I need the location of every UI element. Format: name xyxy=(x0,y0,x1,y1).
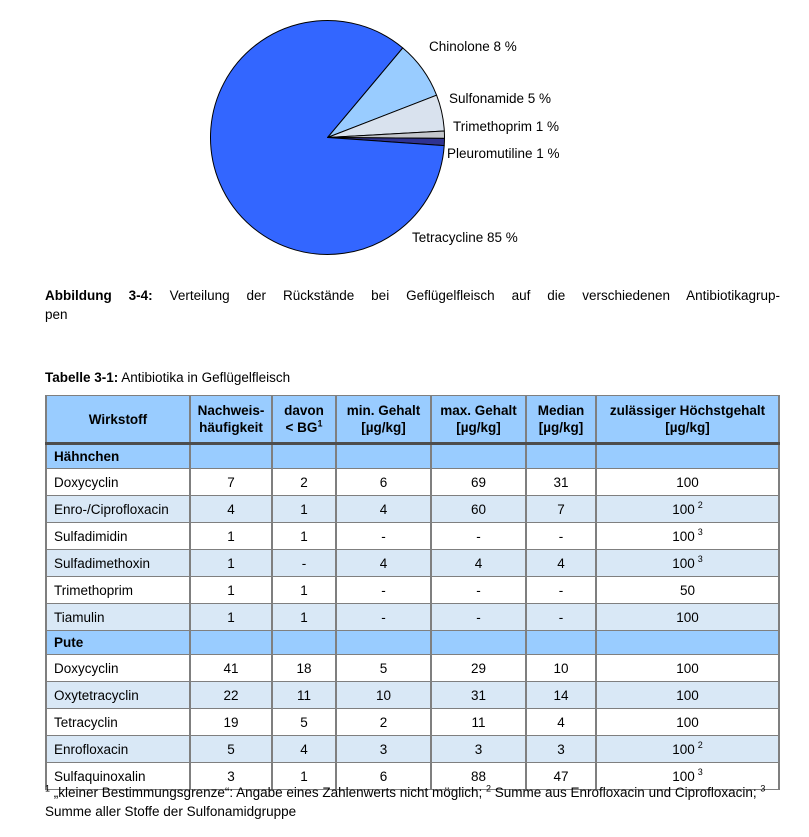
value-cell: 3 xyxy=(526,736,596,763)
value-cell: 5 xyxy=(272,709,336,736)
figure-caption-label: Abbildung 3-4: xyxy=(45,288,153,303)
substance-cell: Tetracyclin xyxy=(46,709,190,736)
empty-cell xyxy=(526,444,596,469)
value-cell: 4 xyxy=(272,736,336,763)
value-cell: 22 xyxy=(190,682,272,709)
antibiotics-table xyxy=(45,395,780,790)
value-cell: 6 xyxy=(336,763,431,790)
value-cell: 5 xyxy=(336,655,431,682)
value-cell: 1 xyxy=(272,604,336,631)
substance-cell: Enro-/Ciprofloxacin xyxy=(46,496,190,523)
table-row xyxy=(46,604,779,631)
pie-label-chinolone: Chinolone 8 % xyxy=(429,39,517,54)
value-cell: 29 xyxy=(431,655,526,682)
value-cell: 4 xyxy=(336,496,431,523)
value-cell: - xyxy=(526,523,596,550)
value-cell: 10 xyxy=(526,655,596,682)
value-cell: 18 xyxy=(272,655,336,682)
footnote-marker: 1 xyxy=(45,783,51,794)
limit-cell: 100 $^3$ xyxy=(596,763,779,790)
value-cell: - xyxy=(526,604,596,631)
empty-cell xyxy=(190,631,272,655)
table-row xyxy=(46,550,779,577)
value-cell: 1 xyxy=(272,763,336,790)
column-header: max. Gehalt [µg/kg] xyxy=(431,396,526,444)
value-cell: 19 xyxy=(190,709,272,736)
figure-caption xyxy=(45,286,780,324)
value-cell: 4 xyxy=(526,550,596,577)
column-header: min. Gehalt [µg/kg] xyxy=(336,396,431,444)
value-cell: 3 xyxy=(431,736,526,763)
section-name: Pute xyxy=(46,631,190,655)
value-cell: 4 xyxy=(336,550,431,577)
empty-cell xyxy=(431,631,526,655)
value-cell: 2 xyxy=(272,469,336,496)
figure-caption-line2: pen xyxy=(45,307,68,322)
value-cell: 1 xyxy=(190,577,272,604)
value-cell: 47 xyxy=(526,763,596,790)
value-cell: 4 xyxy=(190,496,272,523)
value-cell: 2 xyxy=(336,709,431,736)
empty-cell xyxy=(431,444,526,469)
empty-cell xyxy=(272,631,336,655)
value-cell: - xyxy=(431,604,526,631)
empty-cell xyxy=(596,631,779,655)
table-row xyxy=(46,709,779,736)
table-row xyxy=(46,496,779,523)
figure-caption-text: Verteilung der Rückstände bei Geflügelfleisch auf die verschiedenen Antibiotikagrup- xyxy=(152,288,780,303)
substance-cell: Doxycyclin xyxy=(46,655,190,682)
section-row xyxy=(46,631,779,655)
section-name: Hähnchen xyxy=(46,444,190,469)
value-cell: 1 xyxy=(190,523,272,550)
table-row xyxy=(46,469,779,496)
value-cell: 5 xyxy=(190,736,272,763)
table-row xyxy=(46,577,779,604)
empty-cell xyxy=(596,444,779,469)
value-cell: - xyxy=(431,523,526,550)
value-cell: - xyxy=(526,577,596,604)
substance-cell: Tiamulin xyxy=(46,604,190,631)
table-caption-text: Antibiotika in Geflügelfleisch xyxy=(118,370,291,385)
column-header: Nachweis- häufigkeit xyxy=(190,396,272,444)
column-header: Wirkstoff xyxy=(46,396,190,444)
value-cell: - xyxy=(336,604,431,631)
value-cell: 88 xyxy=(431,763,526,790)
value-cell: - xyxy=(431,577,526,604)
value-cell: 31 xyxy=(431,682,526,709)
table-row xyxy=(46,682,779,709)
substance-cell: Sulfadimidin xyxy=(46,523,190,550)
limit-cell: 100 $^3$ xyxy=(596,550,779,577)
table-caption xyxy=(45,370,780,385)
value-cell: 1 xyxy=(190,604,272,631)
table-header-row xyxy=(46,396,779,444)
limit-cell: 100 $^2$ xyxy=(596,496,779,523)
value-cell: 7 xyxy=(526,496,596,523)
limit-cell: 100 xyxy=(596,469,779,496)
table-body xyxy=(46,444,779,790)
section-row xyxy=(46,444,779,469)
table-row xyxy=(46,523,779,550)
value-cell: 6 xyxy=(336,469,431,496)
pie-label-sulfonamide: Sulfonamide 5 % xyxy=(449,91,552,106)
value-cell: - xyxy=(272,550,336,577)
value-cell: 1 xyxy=(272,577,336,604)
table-caption-label: Tabelle 3-1: xyxy=(45,370,119,385)
value-cell: 4 xyxy=(431,550,526,577)
figure-caption-line1 xyxy=(45,286,780,305)
table-row xyxy=(46,736,779,763)
value-cell: - xyxy=(336,577,431,604)
substance-cell: Doxycyclin xyxy=(46,469,190,496)
pie-svg xyxy=(209,19,446,256)
footnote-marker: 2 xyxy=(485,783,491,794)
empty-cell xyxy=(272,444,336,469)
empty-cell xyxy=(336,444,431,469)
substance-cell: Sulfadimethoxin xyxy=(46,550,190,577)
column-header: zulässiger Höchstgehalt [µg/kg] xyxy=(596,396,779,444)
value-cell: 11 xyxy=(272,682,336,709)
value-cell: 69 xyxy=(431,469,526,496)
value-cell: 41 xyxy=(190,655,272,682)
limit-cell: 100 $^2$ xyxy=(596,736,779,763)
value-cell: 7 xyxy=(190,469,272,496)
pie-chart xyxy=(209,19,446,256)
footnote-marker: 3 xyxy=(760,783,766,794)
limit-cell: 100 xyxy=(596,682,779,709)
column-header: Median [µg/kg] xyxy=(526,396,596,444)
pie-label-pleuromutiline: Pleuromutiline 1 % xyxy=(447,146,560,161)
limit-cell: 50 xyxy=(596,577,779,604)
value-cell: 1 xyxy=(272,523,336,550)
value-cell: 14 xyxy=(526,682,596,709)
value-cell: 1 xyxy=(272,496,336,523)
limit-cell: 100 $^3$ xyxy=(596,523,779,550)
pie-label-trimethoprim: Trimethoprim 1 % xyxy=(453,119,560,134)
footnote: $^1$ „kleiner Bestimmungsgrenze“: Angabe eines Zahlenwerts nicht möglich; $^2$ Summe aus Enrofloxacin und Ciprofloxacin; $^3$ Summe aller Stoffe der Sulfonamidgruppe xyxy=(45,783,766,819)
limit-cell: 100 xyxy=(596,655,779,682)
substance-cell: Enrofloxacin xyxy=(46,736,190,763)
substance-cell: Oxytetracyclin xyxy=(46,682,190,709)
value-cell: 4 xyxy=(526,709,596,736)
pie-label-tetracycline: Tetracycline 85 % xyxy=(412,230,518,245)
limit-cell: 100 xyxy=(596,709,779,736)
substance-cell: Sulfaquinoxalin xyxy=(46,763,190,790)
value-cell: 60 xyxy=(431,496,526,523)
column-header: davon < $BG^1$ xyxy=(272,396,336,444)
value-cell: 11 xyxy=(431,709,526,736)
value-cell: 3 xyxy=(190,763,272,790)
limit-cell: 100 xyxy=(596,604,779,631)
value-cell: 31 xyxy=(526,469,596,496)
value-cell: 3 xyxy=(336,736,431,763)
empty-cell xyxy=(526,631,596,655)
substance-cell: Trimethoprim xyxy=(46,577,190,604)
value-cell: 10 xyxy=(336,682,431,709)
table-row xyxy=(46,655,779,682)
empty-cell xyxy=(336,631,431,655)
value-cell: 1 xyxy=(190,550,272,577)
empty-cell xyxy=(190,444,272,469)
value-cell: - xyxy=(336,523,431,550)
